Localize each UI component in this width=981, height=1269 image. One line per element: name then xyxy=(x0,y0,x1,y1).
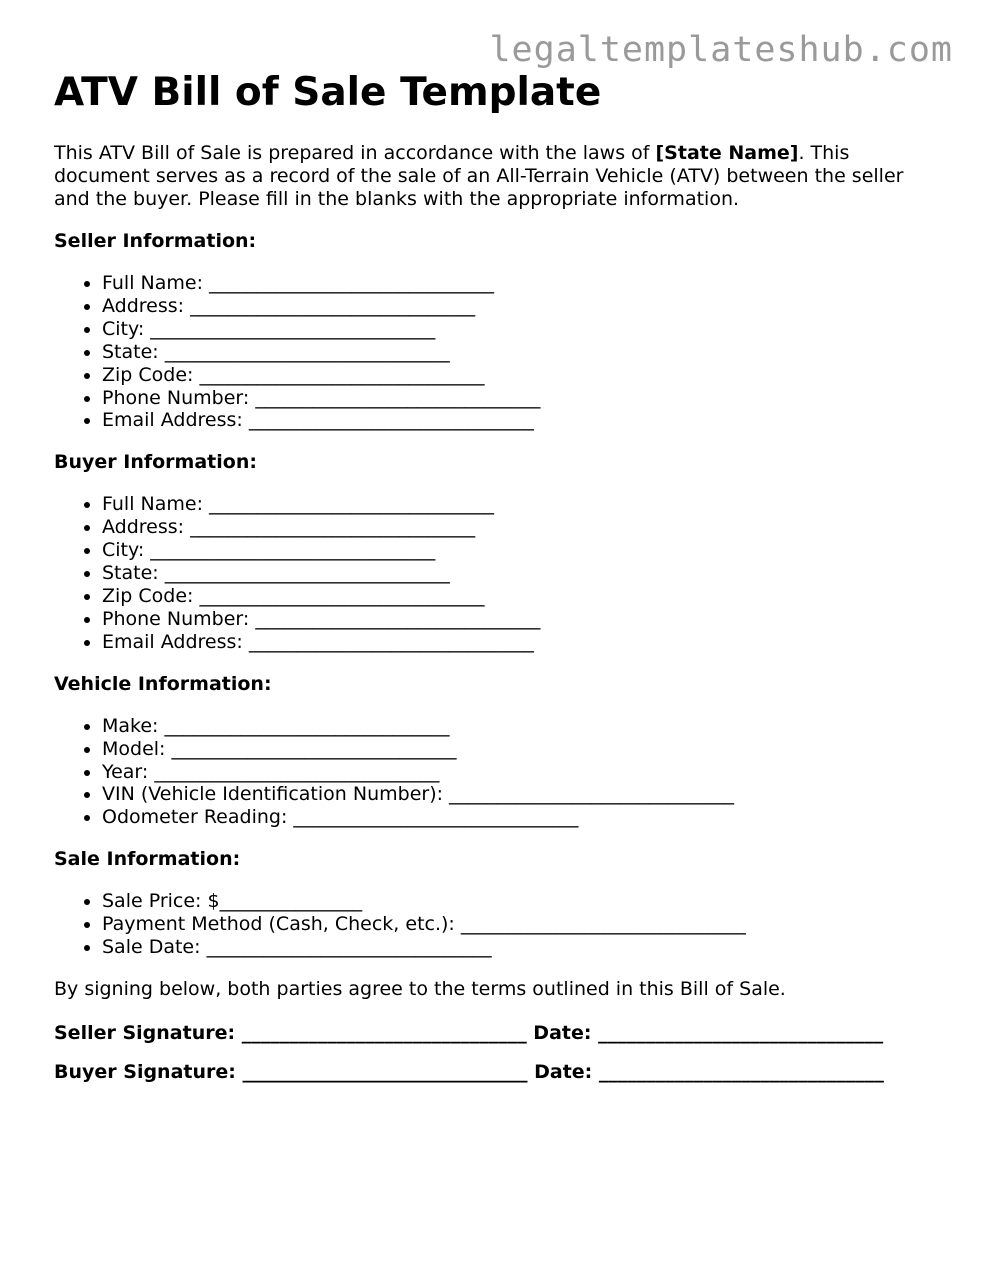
seller-section-heading: Seller Information: xyxy=(54,230,257,252)
sale-field-list xyxy=(54,890,934,959)
buyer-field-list xyxy=(54,493,934,653)
seller-full-name-field: • Full Name: ______________________________ xyxy=(102,272,934,295)
buyer-section-heading: Buyer Information: xyxy=(54,451,257,474)
vehicle-odometer-field: • Odometer Reading: ______________________________ xyxy=(102,806,934,829)
payment-method-field: • Payment Method (Cash, Check, etc.): ______________________________ xyxy=(102,913,934,936)
vehicle-model-field: • Model: ______________________________ xyxy=(102,738,934,761)
buyer-city-field: • City: ______________________________ xyxy=(102,539,934,562)
seller-phone-field: • Phone Number: ______________________________ xyxy=(102,387,934,410)
intro-text-after: . This document serves as a record of the sale of an All-Terrain Vehicle (ATV) between the seller and the buyer. Please fill in the blanks with the appropriate information. xyxy=(54,142,904,210)
intro-paragraph xyxy=(54,142,934,211)
closing-statement: By signing below, both parties agree to the terms outlined in this Bill of Sale. xyxy=(54,977,786,1000)
vehicle-section-heading: Vehicle Information: xyxy=(54,672,272,695)
sale-date-field: • Sale Date: ______________________________ xyxy=(102,936,934,959)
watermark: legaltemplateshub.com xyxy=(489,30,953,70)
sale-section-heading: Sale Information: xyxy=(54,848,241,871)
document-page xyxy=(54,70,934,1085)
seller-state-field: • State: ______________________________ xyxy=(102,341,934,364)
sale-price-field: • Sale Price: $_______________ xyxy=(102,890,934,913)
vehicle-make-field: • Make: ______________________________ xyxy=(102,715,934,738)
buyer-address-field: • Address: ______________________________ xyxy=(102,516,934,539)
buyer-state-field: • State: ______________________________ xyxy=(102,562,934,585)
seller-address-field: • Address: ______________________________ xyxy=(102,295,934,318)
page-title: ATV Bill of Sale Template xyxy=(54,70,602,115)
seller-email-field: • Email Address: ______________________________ xyxy=(102,409,934,432)
buyer-email-field: • Email Address: ______________________________ xyxy=(102,631,934,654)
seller-city-field: • City: ______________________________ xyxy=(102,318,934,341)
buyer-zip-field: • Zip Code: ______________________________ xyxy=(102,585,934,608)
state-name-placeholder: [State Name] xyxy=(655,142,799,164)
vehicle-vin-field: • VIN (Vehicle Identification Number): ______________________________ xyxy=(102,783,934,806)
seller-field-list xyxy=(54,272,934,432)
buyer-phone-field: • Phone Number: ______________________________ xyxy=(102,608,934,631)
seller-signature-line: Seller Signature: ______________________________ Date: ______________________________ xyxy=(54,1021,884,1044)
buyer-full-name-field: • Full Name: ______________________________ xyxy=(102,493,934,516)
intro-text-before: This ATV Bill of Sale is prepared in accordance with the laws of xyxy=(54,142,656,164)
vehicle-year-field: • Year: ______________________________ xyxy=(102,761,934,784)
vehicle-field-list xyxy=(54,715,934,830)
buyer-signature-line: Buyer Signature: ______________________________ Date: ______________________________ xyxy=(54,1060,884,1083)
seller-zip-field: • Zip Code: ______________________________ xyxy=(102,364,934,387)
